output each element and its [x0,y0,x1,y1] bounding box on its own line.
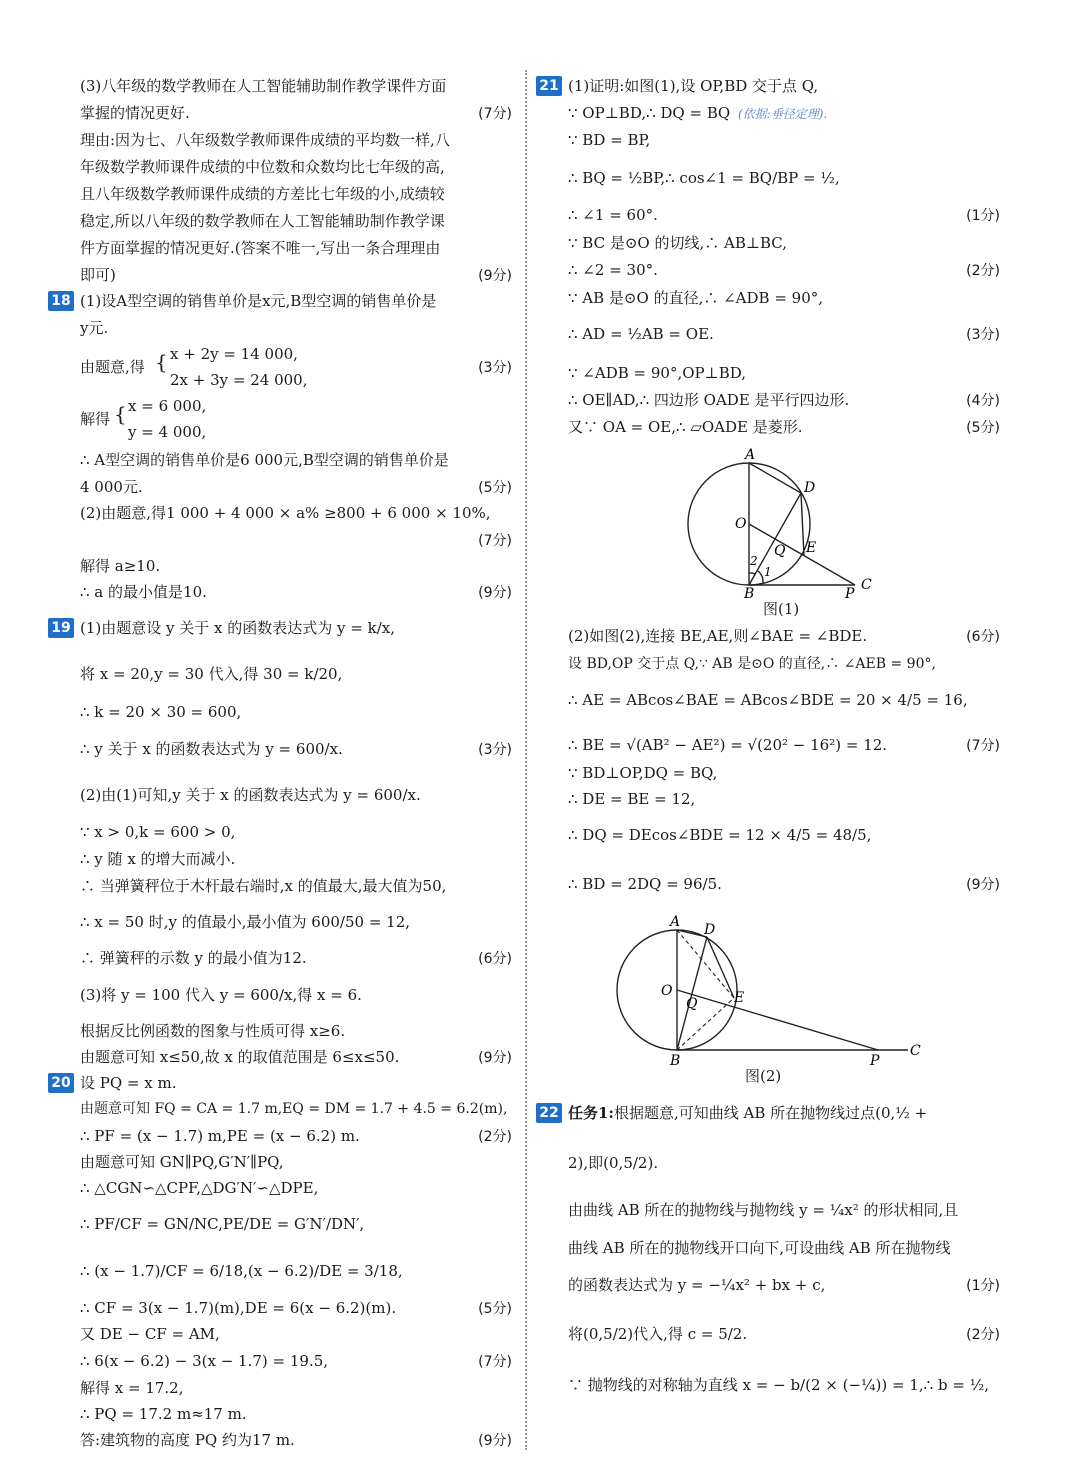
p21-line: ∵ BD⊥OP,DQ = BQ, [568,764,718,782]
figure-1-diagram [678,440,878,600]
p19-line: 根据反比例函数的图象与性质可得 x≥6. [80,1022,346,1040]
point-label: O [735,516,747,532]
p21-line: ∴ OE∥AD,∴ 四边形 OADE 是平行四边形. [568,391,850,409]
p21-line: ∴ ∠1 = 60°. [568,206,658,224]
p21-line: (2)如图(2),连接 BE,AE,则∠BAE = ∠BDE. [568,627,868,645]
p22-line: 将(0,5/2)代入,得 c = 5/2. [568,1325,748,1343]
p17-line: 且八年级数学教师课件成绩的方差比七年级的小,成绩较 [80,185,445,203]
point-label: P [845,586,855,600]
score: (3分) [478,360,512,376]
p20-line: ∴ CF = 3(x − 1.7)(m),DE = 6(x − 6.2)(m). [80,1299,397,1317]
p21-line: ∵ AB 是⊙O 的直径,∴ ∠ADB = 90°, [568,289,824,307]
p22-line: ∵ 抛物线的对称轴为直线 x = − b/(2 × (−¼)) = 1,∴ b = ½, [568,1376,989,1394]
angle-2-arc [749,573,755,574]
p19-line: 由题意可知 x≤50,故 x 的取值范围是 6≤x≤50. [80,1048,400,1066]
p17-line: 件方面掌握的情况更好.(答案不唯一,写出一条合理理由 [80,239,441,257]
score: (9分) [478,585,512,601]
p20-line: 答:建筑物的高度 PQ 约为17 m. [80,1431,295,1449]
p21-line: (1)证明:如图(1),设 OP,BD 交于点 Q, [568,77,819,95]
p19-line: (2)由(1)可知,y 关于 x 的函数表达式为 y = 600/x. [80,786,421,804]
score: (7分) [478,533,512,549]
problem-number-badge: 19 [48,618,74,638]
point-label: Q [774,543,786,559]
chord-bd [677,937,707,1050]
p19-line: ∴ 当弹簧秤位于木杆最右端时,x 的值最大,最大值为50, [80,877,447,895]
score: (9分) [478,268,512,284]
line-op [677,990,878,1050]
p19-line: ∴ k = 20 × 30 = 600, [80,703,242,721]
p20-line: 设 PQ = x m. [80,1074,177,1092]
p20-line: 又 DE − CF = AM, [80,1325,220,1343]
score: (9分) [966,877,1000,893]
p19-line: ∵ x > 0,k = 600 > 0, [80,823,236,841]
score: (1分) [966,1278,1000,1294]
score: (5分) [478,480,512,496]
p21-line: ∴ DQ = DEcos∠BDE = 12 × 4/5 = 48/5, [568,826,872,844]
p18-line: (1)设A型空调的销售单价是x元,B型空调的销售单价是 [80,292,437,310]
p22-line: 的函数表达式为 y = −¼x² + bx + c, [568,1276,826,1294]
p20-line: 由题意可知 FQ = CA = 1.7 m,EQ = DM = 1.7 + 4.5 = 6.2(m), [80,1101,508,1117]
column-divider [525,70,527,1450]
angle-label: 2 [750,554,758,568]
chord-bd [749,493,801,585]
score: (5分) [478,1301,512,1317]
score: (6分) [478,951,512,967]
problem-number-badge: 21 [536,76,562,96]
point-label: B [670,1053,681,1069]
p20-line: 解得 x = 17.2, [80,1379,184,1397]
point-label: A [670,914,681,930]
p19-line: ∴ y 关于 x 的函数表达式为 y = 600/x. [80,740,343,758]
point-label: E [734,990,745,1006]
point-label: C [910,1043,921,1059]
p21-line: ∴ DE = BE = 12, [568,790,696,808]
p21-line: ∵ BD = BP, [568,131,651,149]
p18-line: 4 000元. [80,478,143,496]
segment-de [801,493,804,556]
score: (6分) [966,629,1000,645]
p22-line: 由曲线 AB 所在的抛物线与抛物线 y = ¼x² 的形状相同,且 [568,1201,959,1219]
p18-line: ∴ A型空调的销售单价是6 000元,B型空调的销售单价是 [80,451,449,469]
p18-line: y元. [80,319,109,337]
angle-1-arc [758,571,763,583]
p20-line: ∴ 6(x − 6.2) − 3(x − 1.7) = 19.5, [80,1352,329,1370]
score: (9分) [478,1433,512,1449]
p18-line: (2)由题意,得1 000 + 4 000 × a% ≥800 + 6 000 × 10%, [80,504,491,522]
problem-number-badge: 22 [536,1103,562,1123]
p18-equation: x + 2y = 14 000, [170,345,298,363]
p20-line: ∴ (x − 1.7)/CF = 6/18,(x − 6.2)/DE = 3/18, [80,1262,403,1280]
score: (2分) [966,1327,1000,1343]
p22-line: 2),即(0,5/2). [568,1154,659,1172]
point-label: P [870,1053,880,1069]
point-label: D [704,922,716,938]
p17-line: 掌握的情况更好. [80,104,190,122]
p22-line [568,1103,1000,1123]
score: (7分) [478,1354,512,1370]
segment-de [707,937,734,998]
p17-line: 年级数学教师课件成绩的中位数和众数均比七年级的高, [80,158,445,176]
problem-number-badge: 20 [48,1073,74,1093]
p21-line: ∴ ∠2 = 30°. [568,261,658,279]
p20-line: ∴ △CGN∽△CPF,△DG′N′∽△DPE, [80,1179,319,1197]
system-brace: { [114,402,127,426]
p20-line: ∴ PQ = 17.2 m≈17 m. [80,1405,247,1423]
p19-line: (1)由题意设 y 关于 x 的函数表达式为 y = k/x, [80,619,395,637]
score: (9分) [478,1050,512,1066]
p17-line: 即可) [80,266,116,284]
score: (7分) [966,738,1000,754]
p21-line: 又∵ OA = OE,∴ ▱OADE 是菱形. [568,418,803,436]
score: (5分) [966,420,1000,436]
p21-line: ∴ AD = ½AB = OE. [568,325,714,343]
point-label: A [745,447,756,463]
p20-line: ∴ PF = (x − 1.7) m,PE = (x − 6.2) m. [80,1127,360,1145]
p18-line: ∴ a 的最小值是10. [80,583,207,601]
p21-line: ∵ ∠ADB = 90°,OP⊥BD, [568,364,747,382]
p17-line: (3)八年级的数学教师在人工智能辅助制作教学课件方面 [80,77,447,95]
p22-line: 曲线 AB 所在的抛物线开口向下,可设曲线 AB 所在抛物线 [568,1239,951,1257]
figure-2-diagram [608,910,928,1070]
point-label: C [861,577,872,593]
p19-line: ∴ 弹簧秤的示数 y 的最小值为12. [80,949,307,967]
point-label: O [661,983,673,999]
p17-line: 理由:因为七、八年级数学教师课件成绩的平均数一样,八 [80,131,450,149]
p17-line: 稳定,所以八年级的数学教师在人工智能辅助制作教学课 [80,212,445,230]
figure-caption: 图(2) [745,1067,782,1085]
p18-line: 解得 a≥10. [80,557,161,575]
p21-line: ∴ AE = ABcos∠BAE = ABcos∠BDE = 20 × 4/5 = 16, [568,691,968,709]
score: (3分) [966,327,1000,343]
p18-equation: 2x + 3y = 24 000, [170,371,308,389]
p20-line: ∴ PF/CF = GN/NC,PE/DE = G′N′/DN′, [80,1215,365,1233]
p20-line: 由题意可知 GN∥PQ,G′N′∥PQ, [80,1153,284,1171]
score: (2分) [478,1129,512,1145]
p21-line: ∴ BD = 2DQ = 96/5. [568,875,722,893]
p19-line: ∴ x = 50 时,y 的值最小,最小值为 600/50 = 12, [80,913,411,931]
score: (7分) [478,106,512,122]
score: (4分) [966,393,1000,409]
point-label: E [806,540,817,556]
p21-line: 设 BD,OP 交于点 Q,∵ AB 是⊙O 的直径,∴ ∠AEB = 90°, [568,656,936,672]
p18-equation: y = 4 000, [128,423,207,441]
p19-line: ∴ y 随 x 的增大而减小. [80,850,236,868]
point-label: B [744,586,755,600]
p21-line: ∵ BC 是⊙O 的切线,∴ AB⊥BC, [568,234,788,252]
p19-line: 将 x = 20,y = 30 代入,得 30 = k/20, [80,665,343,683]
p18-line: 解得 [80,410,111,428]
score: (2分) [966,263,1000,279]
p18-line: 由题意,得 [80,358,145,376]
p22-text: 根据题意,可知曲线 AB 所在抛物线过点(0,½ + [613,1104,928,1122]
chord-ad [749,463,801,493]
handwritten-note: (依据:垂径定理). [738,107,828,121]
p21-line: ∴ BQ = ½BP,∴ cos∠1 = BQ/BP = ½, [568,169,840,187]
p21-line: ∴ BE = √(AB² − AE²) = √(20² − 16²) = 12. [568,736,888,754]
problem-number-badge: 18 [48,291,74,311]
score: (3分) [478,742,512,758]
p21-line: ∵ OP⊥BD,∴ DQ = BQ [568,104,731,122]
point-label: Q [686,996,698,1012]
p18-equation: x = 6 000, [128,397,207,415]
p19-line: (3)将 y = 100 代入 y = 600/x,得 x = 6. [80,986,362,1004]
task-label: 任务1: [568,1104,614,1122]
score: (1分) [966,208,1000,224]
system-brace: { [155,350,168,374]
angle-label: 1 [764,565,772,579]
point-label: D [804,480,816,496]
figure-caption: 图(1) [763,600,800,618]
